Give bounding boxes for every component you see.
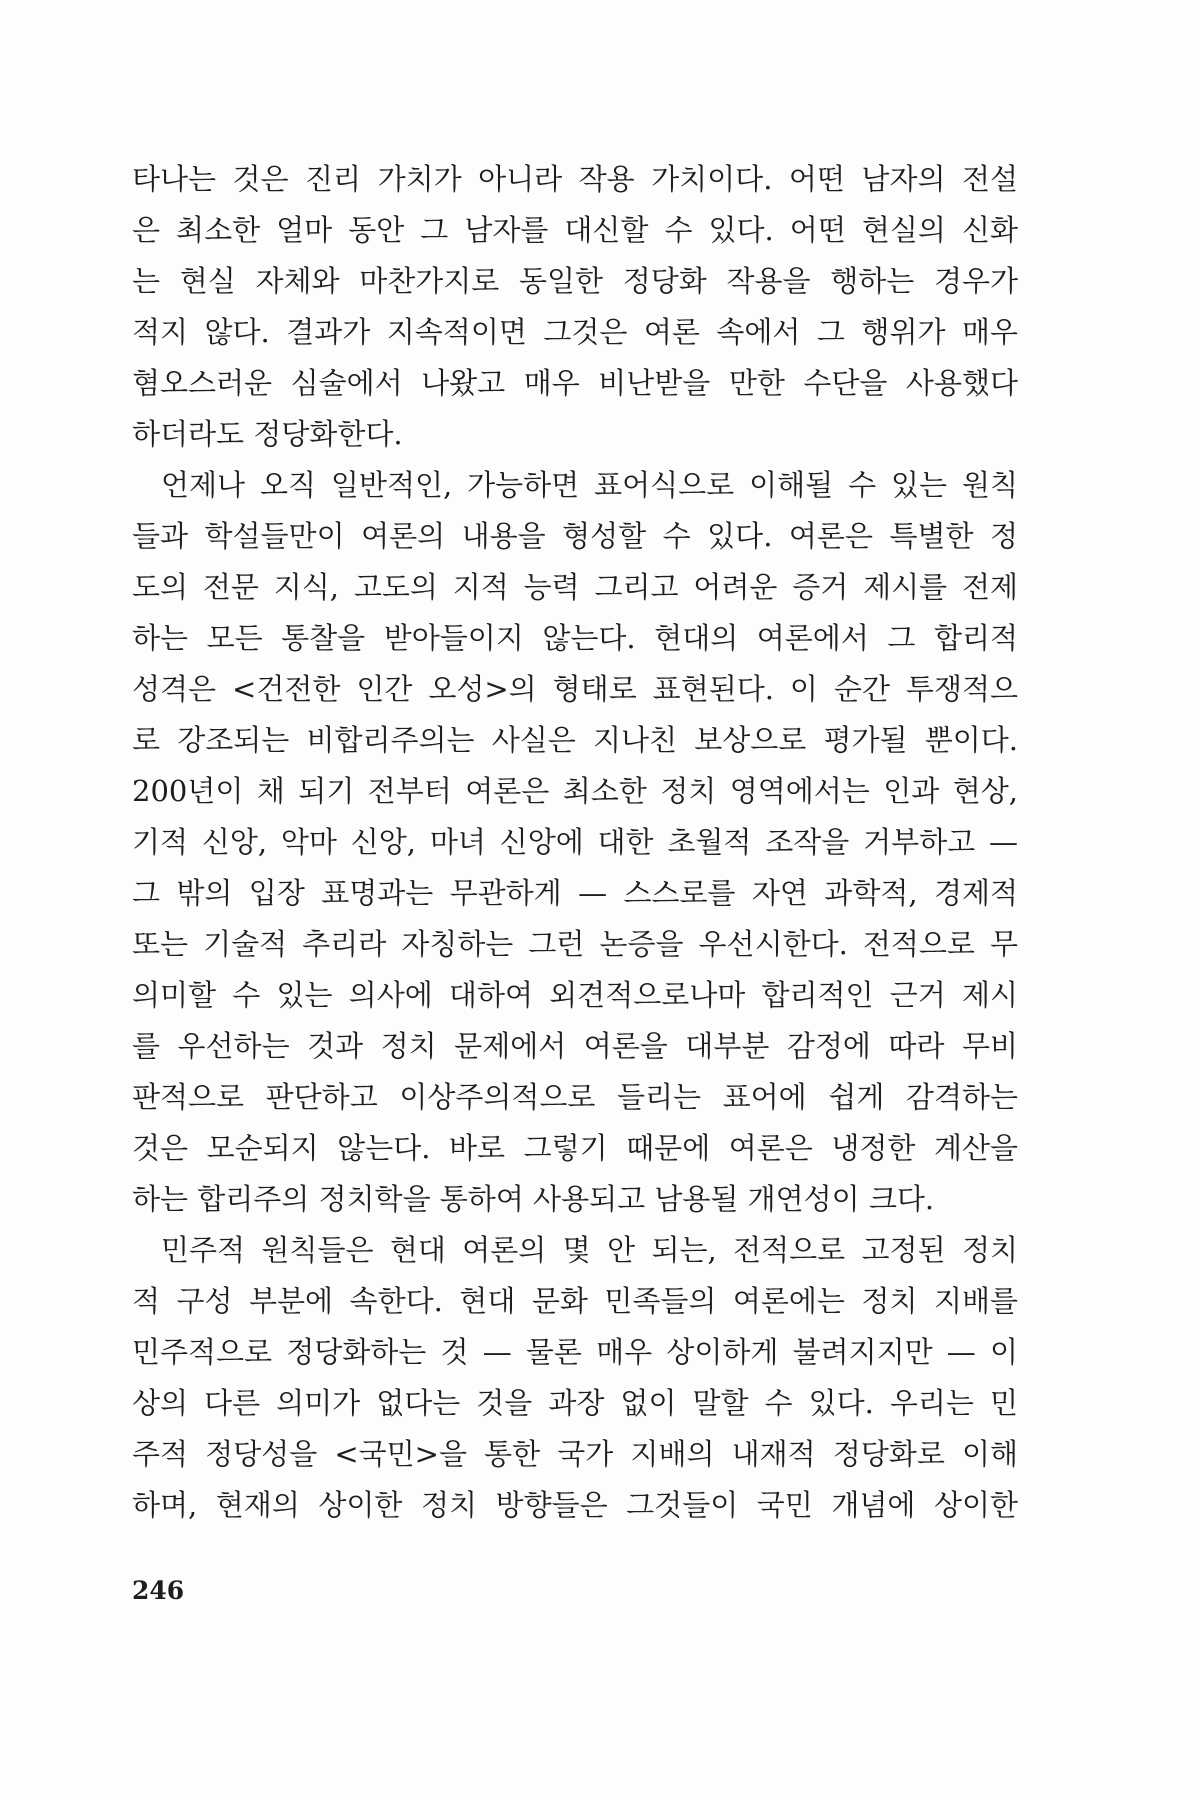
text-line: 것은 모순되지 않는다. 바로 그렇기 때문에 여론은 냉정한 계산을: [132, 1131, 1018, 1165]
text-line: 도의 전문 지식, 고도의 지적 능력 그리고 어려운 증거 제시를 전제: [132, 570, 1018, 604]
text-line: 하는 모든 통찰을 받아들이지 않는다. 현대의 여론에서 그 합리적: [132, 621, 1018, 655]
text-line: 타나는 것은 진리 가치가 아니라 작용 가치이다. 어떤 남자의 전설: [132, 162, 1018, 196]
text-line: 하는 합리주의 정치학을 통하여 사용되고 남용될 개연성이 크다.: [132, 1182, 935, 1216]
text-line: 들과 학설들만이 여론의 내용을 형성할 수 있다. 여론은 특별한 정: [132, 519, 1018, 553]
text-line: 주적 정당성을 <국민>을 통한 국가 지배의 내재적 정당화로 이해: [132, 1437, 1018, 1471]
text-line: 민주적으로 정당화하는 것 — 물론 매우 상이하게 불려지지만 — 이: [132, 1335, 1018, 1369]
page-number: 246: [132, 1576, 185, 1605]
text-line: 적 구성 부분에 속한다. 현대 문화 민족들의 여론에는 정치 지배를: [132, 1284, 1018, 1318]
text-line: 혐오스러운 심술에서 나왔고 매우 비난받을 만한 수단을 사용했다: [132, 366, 1018, 400]
text-line: 기적 신앙, 악마 신앙, 마녀 신앙에 대한 초월적 조작을 거부하고 —: [132, 825, 1018, 859]
text-line: 그 밖의 입장 표명과는 무관하게 — 스스로를 자연 과학적, 경제적: [132, 876, 1018, 910]
text-line: 200년이 채 되기 전부터 여론은 최소한 정치 영역에서는 인과 현상,: [132, 774, 1018, 808]
text-line: 민주적 원칙들은 현대 여론의 몇 안 되는, 전적으로 고정된 정치: [161, 1233, 1018, 1267]
text-line: 판적으로 판단하고 이상주의적으로 들리는 표어에 쉽게 감격하는: [132, 1080, 1018, 1114]
text-line: 성격은 <건전한 인간 오성>의 형태로 표현된다. 이 순간 투쟁적으: [132, 672, 1018, 706]
text-line: 의미할 수 있는 의사에 대하여 외견적으로나마 합리적인 근거 제시: [132, 978, 1018, 1012]
text-line: 언제나 오직 일반적인, 가능하면 표어식으로 이해될 수 있는 원칙: [161, 468, 1018, 502]
text-line: 또는 기술적 추리라 자칭하는 그런 논증을 우선시한다. 전적으로 무: [132, 927, 1018, 961]
text-line: 로 강조되는 비합리주의는 사실은 지나친 보상으로 평가될 뿐이다.: [132, 723, 1018, 757]
body-text: [132, 154, 1018, 1531]
text-line: 하며, 현재의 상이한 정치 방향들은 그것들이 국민 개념에 상이한: [132, 1488, 1018, 1522]
text-line: 적지 않다. 결과가 지속적이면 그것은 여론 속에서 그 행위가 매우: [132, 315, 1018, 349]
text-line: 하더라도 정당화한다.: [132, 417, 403, 451]
text-line: 상의 다른 의미가 없다는 것을 과장 없이 말할 수 있다. 우리는 민: [132, 1386, 1018, 1420]
text-line: 를 우선하는 것과 정치 문제에서 여론을 대부분 감정에 따라 무비: [132, 1029, 1018, 1063]
text-line: 는 현실 자체와 마찬가지로 동일한 정당화 작용을 행하는 경우가: [132, 264, 1018, 298]
text-line: 은 최소한 얼마 동안 그 남자를 대신할 수 있다. 어떤 현실의 신화: [132, 213, 1018, 247]
